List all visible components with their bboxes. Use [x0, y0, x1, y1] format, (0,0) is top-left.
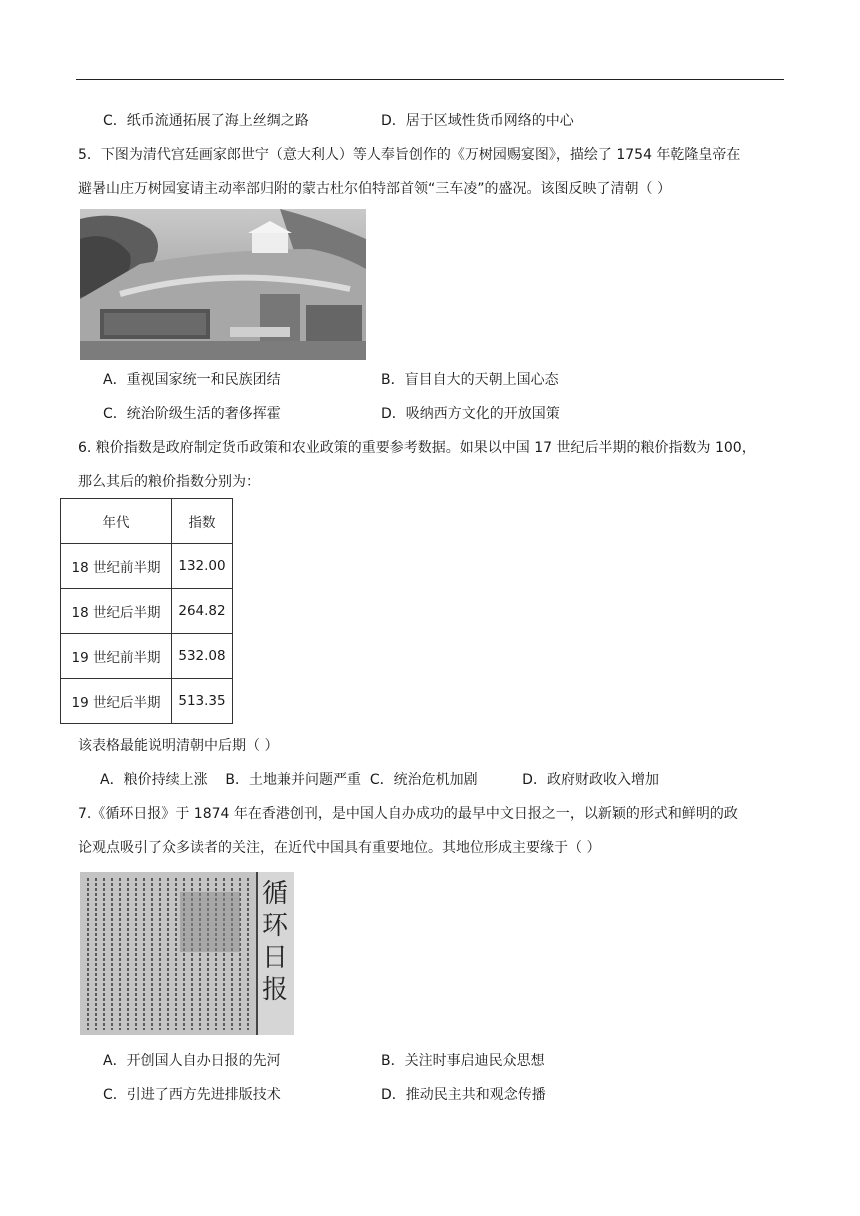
table-row [61, 544, 233, 589]
table-header-index: 指数 [172, 499, 233, 544]
q5-option-a: A．重视国家统一和民族团结 [103, 372, 281, 388]
q5-stem-line2: 避暑山庄万树园宴请主动率部归附的蒙古杜尔伯特部首领“三车凌”的盛况。该图反映了清朝（ ） [78, 181, 671, 197]
q6-stem-line1: 6. 粮价指数是政府制定货币政策和农业政策的重要参考数据。如果以中国 17 世纪后半期的粮价指数为 100， [78, 440, 756, 456]
table-header-row [61, 499, 233, 544]
banquet-painting-image [80, 209, 366, 360]
header-rule [76, 79, 784, 80]
table-cell-index: 532.08 [172, 634, 233, 679]
grain-price-table [60, 498, 233, 724]
banquet-painting-illustration [80, 209, 366, 360]
q5-option-b: B．盲目自大的天朝上国心态 [381, 372, 559, 388]
table-cell-era: 19 世纪后半期 [61, 679, 172, 724]
q6-question: 该表格最能说明清朝中后期（ ） [78, 738, 279, 754]
table-cell-index: 132.00 [172, 544, 233, 589]
table-cell-index: 513.35 [172, 679, 233, 724]
q7-option-c: C．引进了西方先进排版技术 [103, 1087, 281, 1103]
q7-stem-line1: 7.《循环日报》于 1874 年在香港创刊，是中国人自办成功的最早中文日报之一，以新颖的形式和鲜明的政 [78, 806, 738, 822]
q6-stem-line2: 那么其后的粮价指数分别为： [78, 474, 260, 490]
q5-option-c: C．统治阶级生活的奢侈挥霍 [103, 406, 281, 422]
newspaper-image [80, 872, 294, 1035]
table-cell-index: 264.82 [172, 589, 233, 634]
newspaper-masthead: 循环日报 [261, 879, 288, 1005]
table-row [61, 589, 233, 634]
table-row [61, 634, 233, 679]
q6-options: A．粮价持续上涨 B．土地兼并问题严重 C．统治危机加剧 D．政府财政收入增加 [100, 772, 659, 788]
q7-option-b: B．关注时事启迪民众思想 [381, 1053, 545, 1069]
q7-stem-line2: 论观点吸引了众多读者的关注，在近代中国具有重要地位。其地位形成主要缘于（ ） [78, 840, 601, 856]
table-row [61, 679, 233, 724]
table-cell-era: 18 世纪后半期 [61, 589, 172, 634]
q7-option-a: A．开创国人自办日报的先河 [103, 1053, 281, 1069]
q5-stem-line1: 5．下图为清代宫廷画家郎世宁（意大利人）等人奉旨创作的《万树园赐宴图》，描绘了 1754 年乾隆皇帝在 [78, 147, 741, 163]
q5-option-d: D．吸纳西方文化的开放国策 [381, 406, 560, 422]
q4-option-d: D．居于区域性货币网络的中心 [381, 113, 574, 129]
table-cell-era: 18 世纪前半期 [61, 544, 172, 589]
table-cell-era: 19 世纪前半期 [61, 634, 172, 679]
q4-option-c: C．纸币流通拓展了海上丝绸之路 [103, 113, 309, 129]
q7-option-d: D．推动民主共和观念传播 [381, 1087, 546, 1103]
table-header-era: 年代 [61, 499, 172, 544]
